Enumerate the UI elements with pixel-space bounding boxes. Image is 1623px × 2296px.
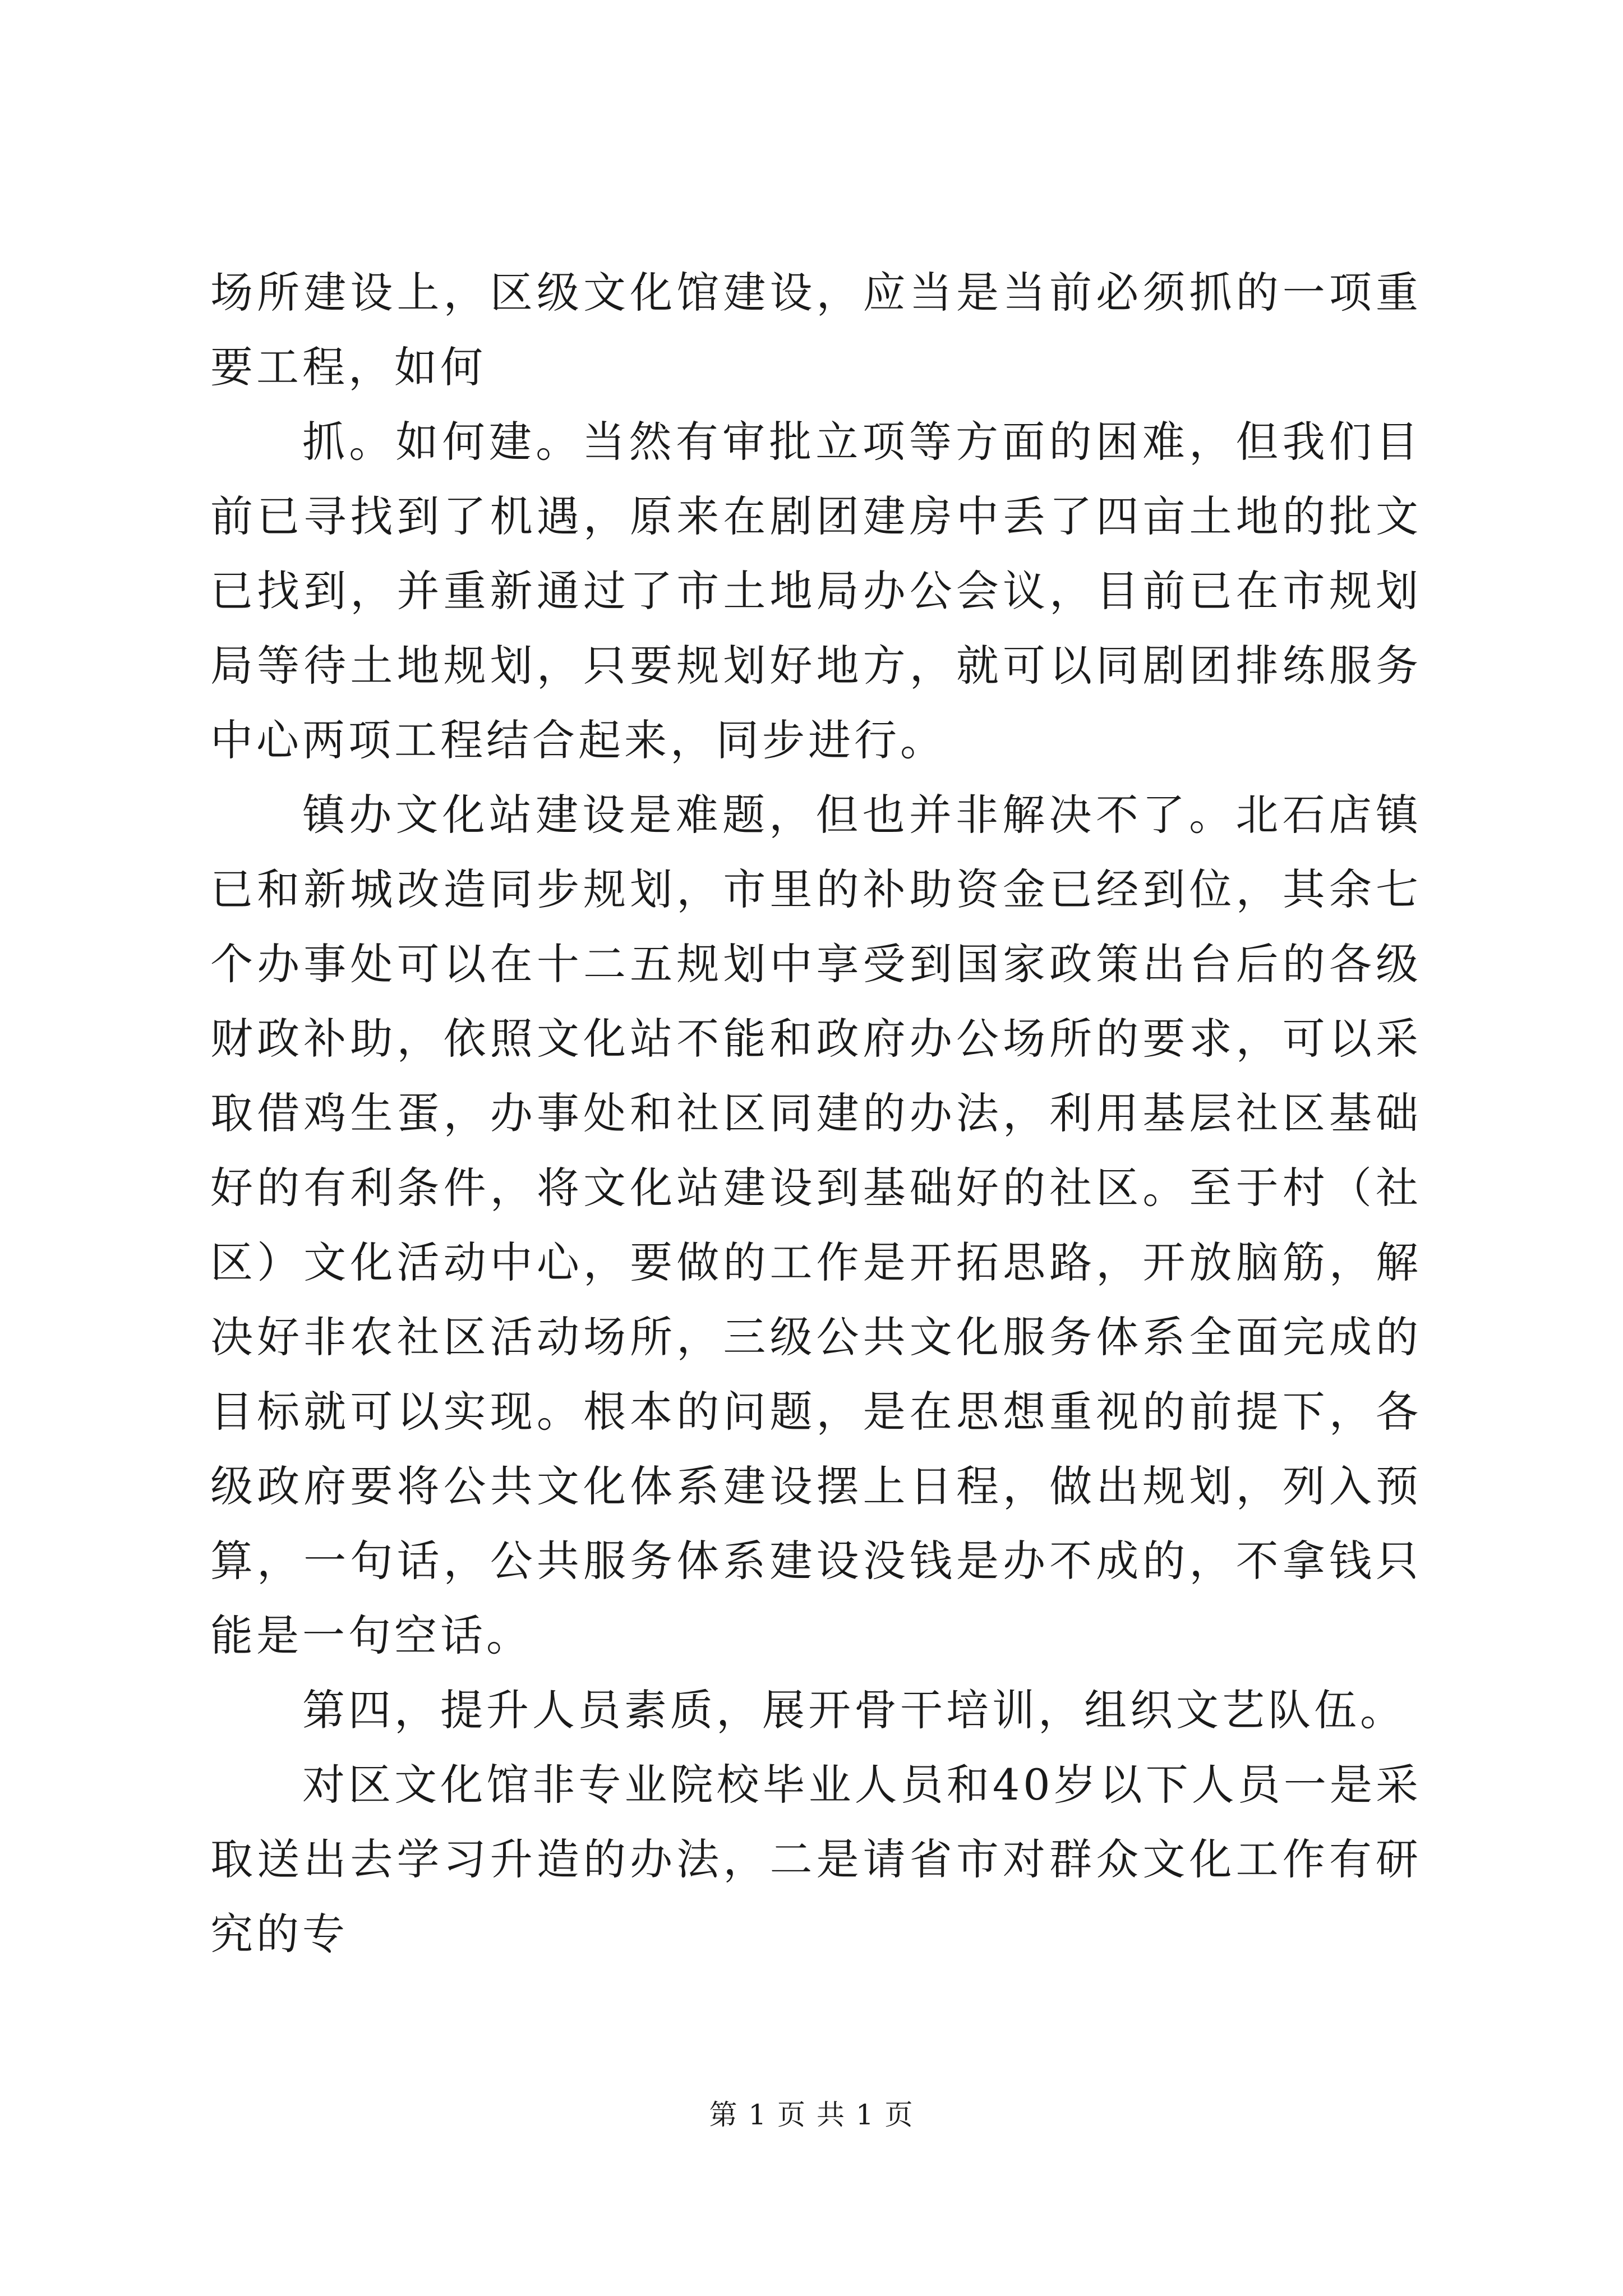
document-body xyxy=(210,255,1422,1971)
paragraph-1: 场所建设上，区级文化馆建设，应当是当前必须抓的一项重要工程，如何 xyxy=(210,268,1422,392)
paragraph-3: 镇办文化站建设是难题，但也并非解决不了。北石店镇已和新城改造同步规划，市里的补助资金已经到位，其余七个办事处可以在十二五规划中享受到国家政策出台后的各级财政补助，依照文化站不能和政府办公场所的要求，可以采取借鸡生蛋，办事处和社区同建的办法，利用基层社区基础好的有利条件，将文化站建设到基础好的社区。至于村（社区）文化活动中心，要做的工作是开拓思路，开放脑筋，解决好非农社区活动场所，三级公共文化服务体系全面完成的目标就可以实现。根本的问题，是在思想重视的前提下，各级政府要将公共文化体系建设摆上日程，做出规划，列入预算，一句话，公共服务体系建设没钱是办不成的，不拿钱只能是一句空话。 xyxy=(210,790,1422,1660)
page-footer: 第 1 页 共 1 页 xyxy=(709,2099,914,2131)
paragraph-4: 第四，提升人员素质，展开骨干培训，组织文艺队伍。 xyxy=(302,1685,1406,1735)
paragraph-2: 抓。如何建。当然有审批立项等方面的困难，但我们目前已寻找到了机遇，原来在剧团建房中丢了四亩土地的批文已找到，并重新通过了市土地局办公会议，目前已在市规划局等待土地规划，只要规划好地方，就可以同剧团排练服务中心两项工程结合起来，同步进行。 xyxy=(210,417,1422,765)
paragraph-5: 对区文化馆非专业院校毕业人员和40岁以下人员一是采取送出去学习升造的办法，二是请省市对群众文化工作有研究的专 xyxy=(210,1760,1422,1959)
